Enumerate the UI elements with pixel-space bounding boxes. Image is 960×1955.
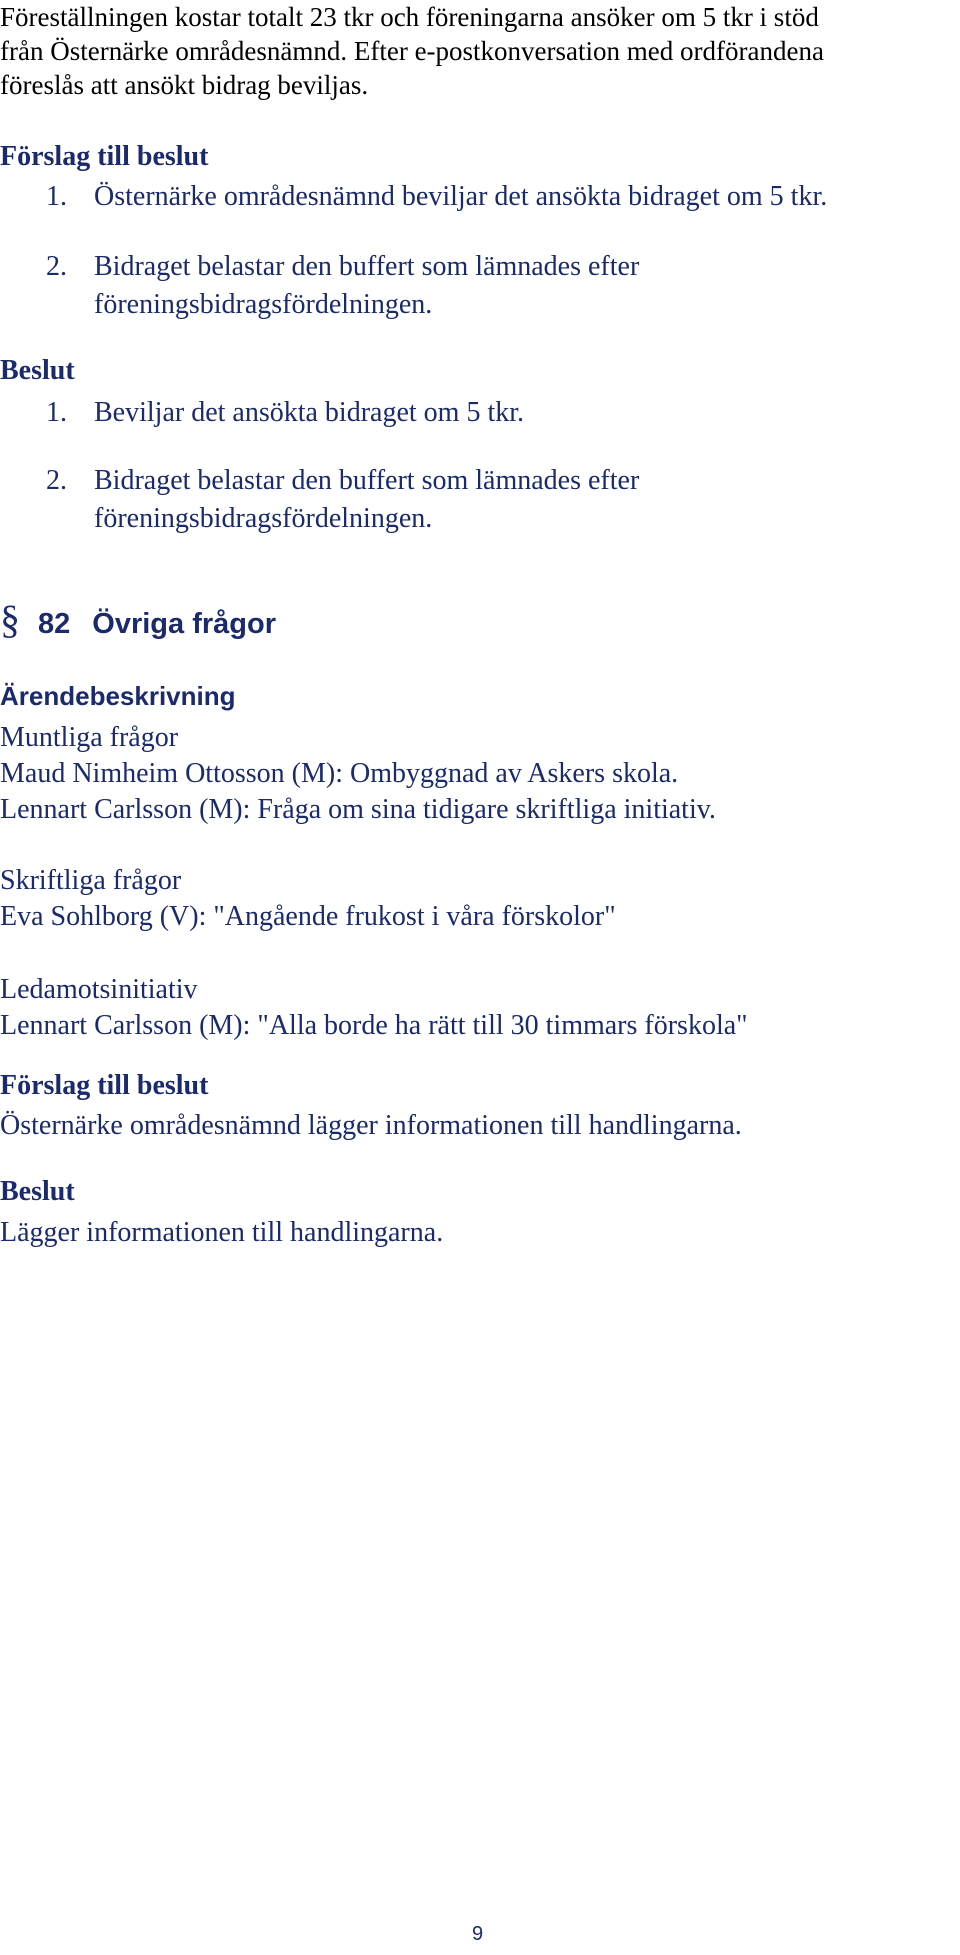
written-question-item: Eva Sohlborg (V): "Angående frukost i våra förskolor" [0, 901, 616, 932]
decision-heading: Beslut [0, 1176, 75, 1207]
intro-line-2: från Östernärke områdesnämnd. Efter e-postkonversation med ordförandena [0, 36, 824, 66]
list-number: 2. [46, 465, 67, 496]
list-number: 1. [46, 181, 67, 212]
list-item: Östernärke områdesnämnd beviljar det ansökta bidraget om 5 tkr. [94, 181, 828, 212]
section-sign: § [0, 597, 20, 642]
list-item-continuation: föreningsbidragsfördelningen. [94, 503, 433, 534]
intro-line-3: föreslås att ansökt bidrag beviljas. [0, 70, 369, 100]
oral-question-item: Lennart Carlsson (M): Fråga om sina tidigare skriftliga initiativ. [0, 794, 716, 825]
page-number: 9 [472, 1923, 484, 1945]
section-heading [0, 597, 276, 642]
initiative-item: Lennart Carlsson (M): "Alla borde ha rätt till 30 timmars förskola" [0, 1010, 748, 1041]
list-item: Bidraget belastar den buffert som lämnades efter [94, 251, 640, 282]
list-item-continuation: föreningsbidragsfördelningen. [94, 289, 433, 320]
initiative-label: Ledamotsinitiativ [0, 974, 198, 1005]
decision-text: Lägger informationen till handlingarna. [0, 1217, 444, 1248]
list-item: Beviljar det ansökta bidraget om 5 tkr. [94, 397, 525, 428]
list-number: 1. [46, 397, 67, 428]
oral-question-item: Maud Nimheim Ottosson (M): Ombyggnad av Askers skola. [0, 758, 679, 789]
oral-questions-label: Muntliga frågor [0, 722, 179, 753]
written-questions-label: Skriftliga frågor [0, 865, 182, 896]
intro-line-1: Föreställningen kostar totalt 23 tkr och föreningarna ansöker om 5 tkr i stöd [0, 2, 819, 32]
list-number: 2. [46, 251, 67, 282]
section-number: 82 [38, 608, 71, 640]
proposal-heading: Förslag till beslut [0, 1070, 209, 1101]
section-title: Övriga frågor [92, 608, 276, 640]
proposal-heading: Förslag till beslut [0, 141, 209, 172]
list-item: Bidraget belastar den buffert som lämnades efter [94, 465, 640, 496]
decision-heading: Beslut [0, 355, 75, 386]
proposal-text: Östernärke områdesnämnd lägger informationen till handlingarna. [0, 1110, 742, 1141]
description-heading: Ärendebeskrivning [0, 681, 236, 711]
